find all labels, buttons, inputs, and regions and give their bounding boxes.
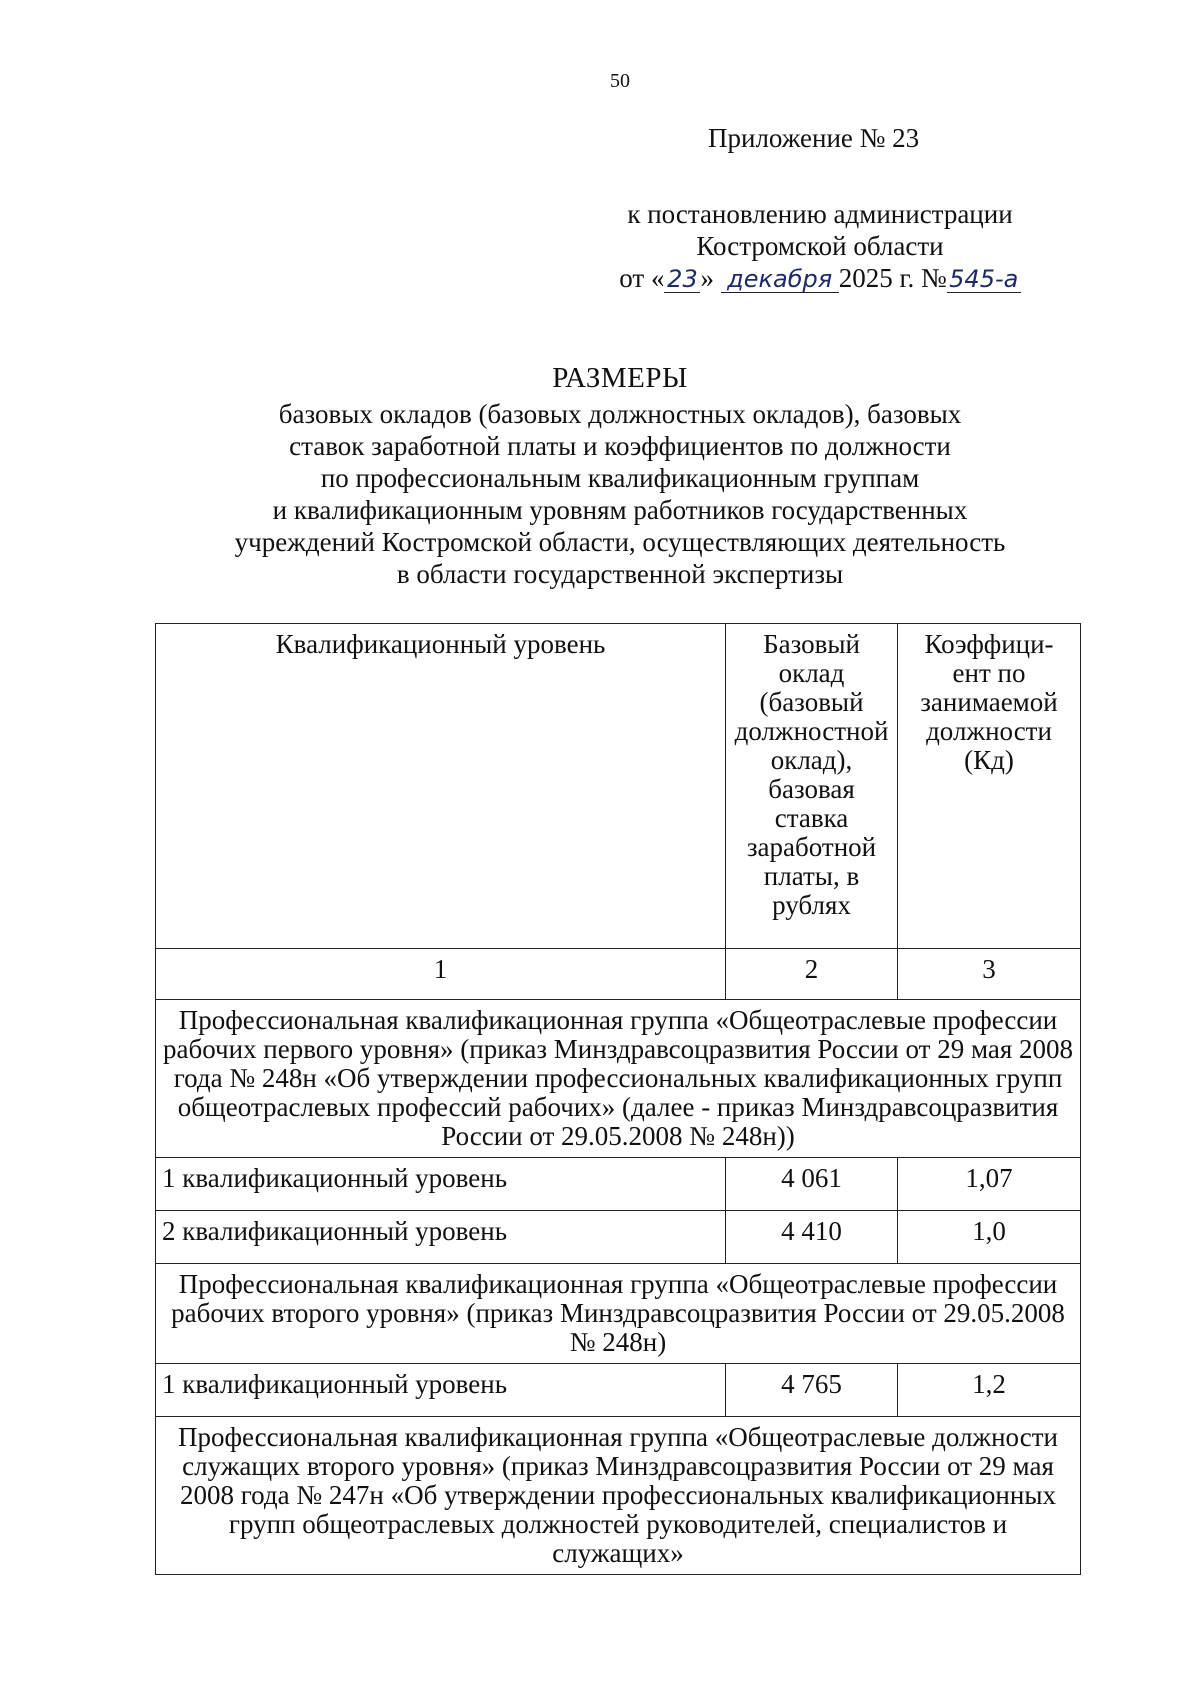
subtitle-line: базовых окладов (базовых должностных окладов), базовых — [278, 399, 962, 429]
decree-quote-close: » — [700, 263, 714, 293]
header-line: (Кд) — [964, 745, 1014, 775]
table-row — [156, 1211, 1081, 1264]
header-coefficient — [898, 624, 1081, 949]
salary-cell: 4 410 — [726, 1211, 898, 1264]
column-number: 3 — [898, 949, 1081, 1000]
level-cell: 1 квалификационный уровень — [156, 1364, 726, 1417]
page-number: 50 — [610, 70, 630, 92]
header-line: ент по — [952, 658, 1026, 688]
decree-from-prefix: от « — [619, 263, 665, 293]
subtitle-line: по профессиональным квалификационным группам — [320, 463, 920, 493]
level-cell: 2 квалификационный уровень — [156, 1211, 726, 1264]
group-row — [156, 1264, 1081, 1364]
subtitle-line: учреждений Костромской области, осуществляющих деятельность — [234, 527, 1006, 557]
coefficient-cell: 1,2 — [898, 1364, 1081, 1417]
decree-month-handwritten: декабря — [721, 266, 839, 293]
group-title: Профессиональная квалификационная группа «Общеотраслевые должности служащих второго уровня» (приказ Минздравсоцразвития России от 29 мая 2008 года № 247н «Об утверждении профессиональных квалификационных групп общеотраслевых должностей руководителей, специалистов и служащих» — [156, 1417, 1081, 1575]
group-row — [156, 1417, 1081, 1575]
header-line: Коэффици- — [924, 629, 1054, 659]
header-line: оклад), — [770, 745, 853, 775]
header-line: ставка — [774, 803, 849, 833]
decree-date-line — [600, 262, 1040, 294]
table-row — [156, 1364, 1081, 1417]
coefficient-cell: 1,0 — [898, 1211, 1081, 1264]
header-base-salary — [726, 624, 898, 949]
header-line: (базовый — [759, 687, 864, 717]
header-line: Базовый — [763, 629, 860, 659]
document-title: РАЗМЕРЫ — [552, 362, 688, 394]
group-title: Профессиональная квалификационная группа «Общеотраслевые профессии рабочих второго уровня» (приказ Минздравсоцразвития России от 29.05.2008 № 248н) — [156, 1264, 1081, 1364]
decree-line-1: к постановлению администрации — [627, 199, 1013, 229]
decree-line-2: Костромской области — [696, 231, 944, 261]
level-cell: 1 квалификационный уровень — [156, 1158, 726, 1211]
decree-day-handwritten: 23 — [664, 266, 700, 293]
header-line: должностной — [734, 716, 889, 746]
column-number: 2 — [726, 949, 898, 1000]
header-qualification-level: Квалификационный уровень — [156, 624, 726, 949]
decree-reference — [600, 198, 1040, 294]
table-row — [156, 1158, 1081, 1211]
salary-cell: 4 061 — [726, 1158, 898, 1211]
coefficient-cell: 1,07 — [898, 1158, 1081, 1211]
header-line: должности — [926, 716, 1052, 746]
table-header-row — [156, 624, 1081, 949]
column-number-row — [156, 949, 1081, 1000]
column-number: 1 — [156, 949, 726, 1000]
header-line: оклад — [778, 658, 845, 688]
header-line: заработной — [746, 832, 877, 862]
header-line: занимаемой — [920, 687, 1058, 717]
decree-number-handwritten: 545-а — [947, 266, 1021, 293]
header-line: базовая — [768, 774, 855, 804]
decree-year-text: 2025 г. № — [838, 263, 947, 293]
subtitle-line: ставок заработной платы и коэффициентов по должности — [289, 431, 951, 461]
group-title: Профессиональная квалификационная группа «Общеотраслевые профессии рабочих первого уровня» (приказ Минздравсоцразвития России от 29 мая 2008 года № 248н «Об утверждении профессиональных квалификационных групп общеотраслевых профессий рабочих» (далее - приказ Минздравсоцразвития России от 29.05.2008 № 248н)) — [156, 1000, 1081, 1158]
salary-table — [155, 623, 1081, 1575]
header-line: платы, в — [763, 861, 860, 891]
subtitle-line: в области государственной экспертизы — [396, 559, 844, 589]
document-subtitle — [195, 398, 1045, 590]
appendix-label: Приложение № 23 — [708, 123, 920, 153]
salary-cell: 4 765 — [726, 1364, 898, 1417]
header-line: рублях — [772, 890, 851, 920]
subtitle-line: и квалификационным уровням работников государственных — [272, 495, 968, 525]
group-row — [156, 1000, 1081, 1158]
